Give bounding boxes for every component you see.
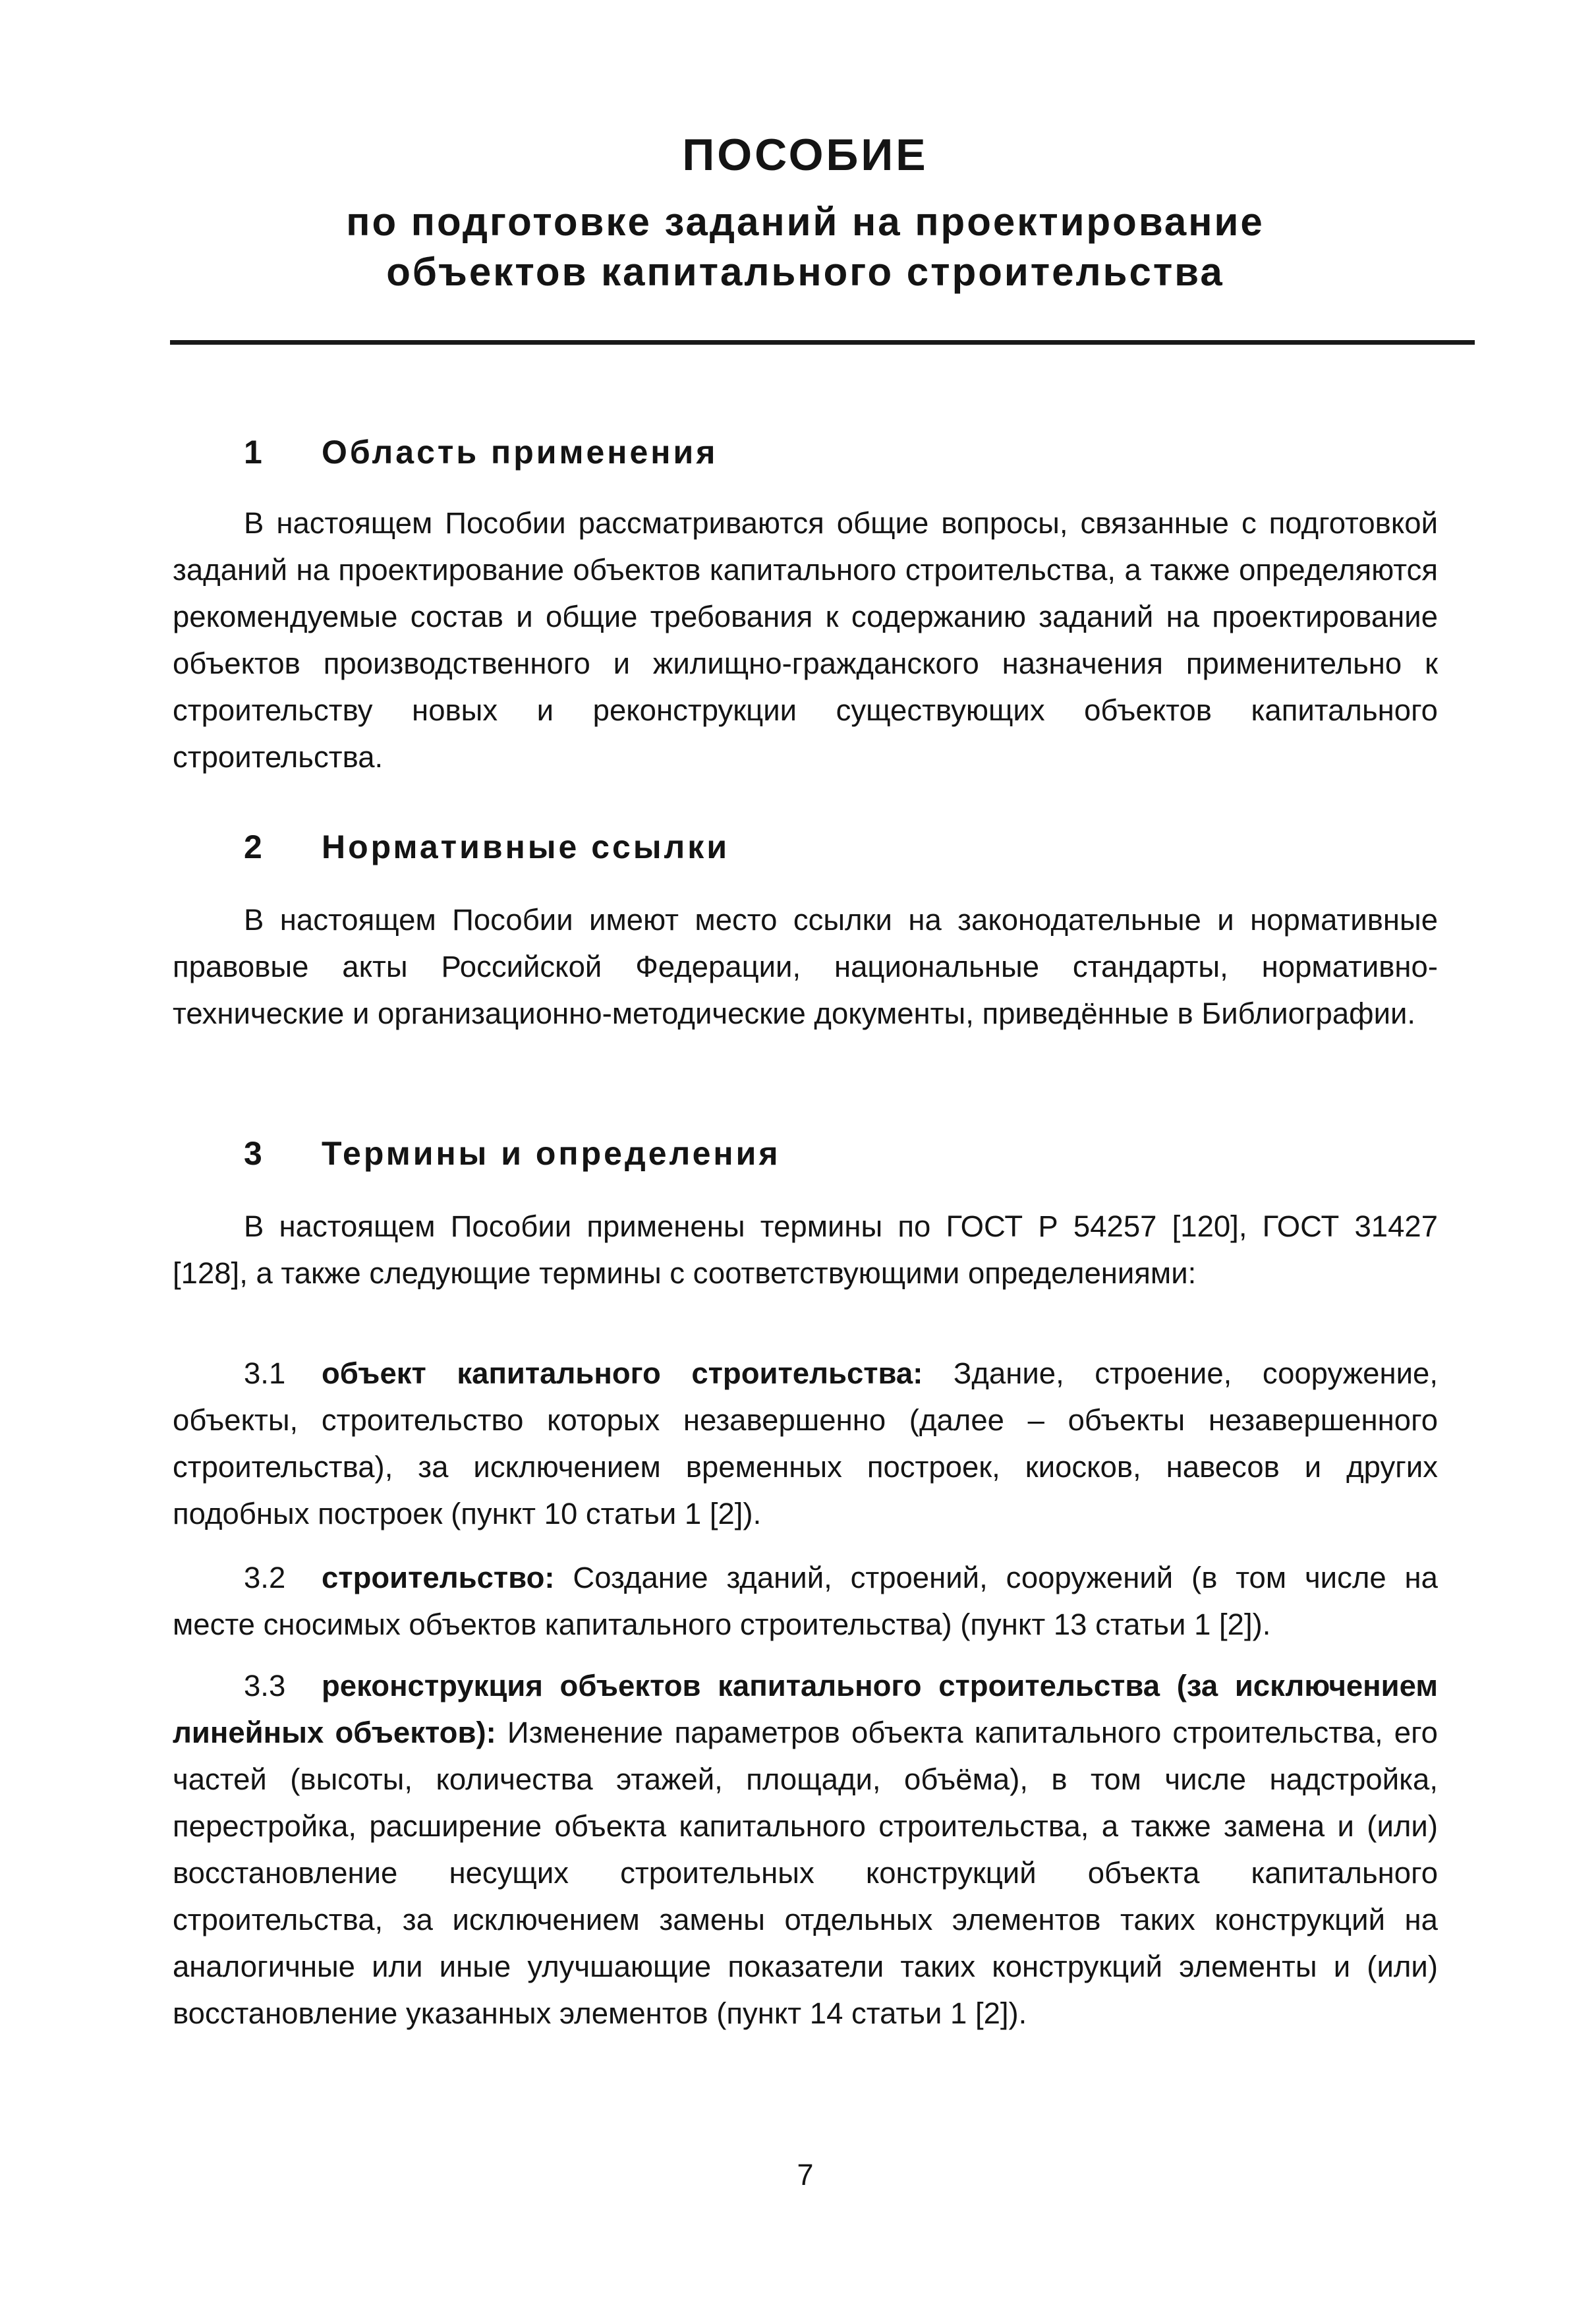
document-subtitle-line-2: объектов капитального строительства [386,250,1224,294]
section-number: 2 [244,829,265,865]
section-paragraph-1 [173,500,1438,780]
document-page [173,0,1438,2297]
section-heading-2 [244,827,729,867]
paragraph-text: В настоящем Пособии имеют место ссылки на законодательные и нормативные правовые акты Российской Федерации, национальные стандарты, нормативно-технические и организационно-методические документы, приведённые в Библиографии. [173,903,1438,1030]
term-number: 3.2 [244,1561,286,1594]
term-definition: Здание, строение, сооружение, объекты, строительство которых незавершенно (далее – объекты незавершенного строительства), за исключением временных построек, киосков, навесов и других подобных построек (пункт 10 статьи 1 [2]). [173,1356,1438,1530]
title-block [173,129,1438,297]
document-title: ПОСОБИЕ [682,130,928,180]
page-number: 7 [797,2158,814,2192]
term-3-2 [173,1554,1438,1648]
term-name: реконструкция объектов капитального строительства (за исключением линейных объектов): [173,1669,1438,1749]
section-paragraph-3 [173,1203,1438,1296]
term-name: строительство: [322,1561,555,1594]
section-title: Термины и определения [322,1135,781,1172]
section-title: Область применения [322,434,718,471]
term-definition: Изменение параметров объекта капитального строительства, его частей (высоты, количества этажей, площади, объёма), в том числе надстройка, перестройка, расширение объекта капитального строительства, а также замена и (или) восстановление несущих строительных конструкций объекта капитального строительства, за исключением замены отдельных элементов таких конструкций на аналогичные или иные улучшающие показатели таких конструкций элементы и (или) восстановление указанных элементов (пункт 14 статьи 1 [2]). [173,1716,1438,2030]
term-3-1 [173,1350,1438,1537]
term-name: объект капитального строительства: [322,1356,923,1390]
section-number: 3 [244,1135,265,1172]
section-number: 1 [244,434,265,471]
section-title: Нормативные ссылки [322,829,730,865]
section-heading-1 [244,432,718,472]
term-number: 3.1 [244,1356,286,1390]
section-heading-3 [244,1134,781,1173]
document-subtitle-line-1: по подготовке заданий на проектирование [346,200,1265,244]
section-paragraph-2 [173,896,1438,1037]
paragraph-text: В настоящем Пособии рассматриваются общие вопросы, связанные с подготовкой заданий на проектирование объектов капитального строительства, а также определяются рекомендуемые состав и общие требования к содержанию заданий на проектирование объектов производственного и жилищно-гражданского назначения применительно к строительству новых и реконструкции существующих объектов капитального строительства. [173,506,1438,774]
term-3-3 [173,1662,1438,2037]
paragraph-text: В настоящем Пособии применены термины по ГОСТ Р 54257 [120], ГОСТ 31427 [128], а также следующие термины с соответствующими определениями: [173,1209,1438,1290]
term-number: 3.3 [244,1669,286,1702]
title-divider [170,340,1475,345]
term-definition: Создание зданий, строений, сооружений (в том числе на месте сносимых объектов капитального строительства) (пункт 13 статьи 1 [2]). [173,1561,1438,1641]
